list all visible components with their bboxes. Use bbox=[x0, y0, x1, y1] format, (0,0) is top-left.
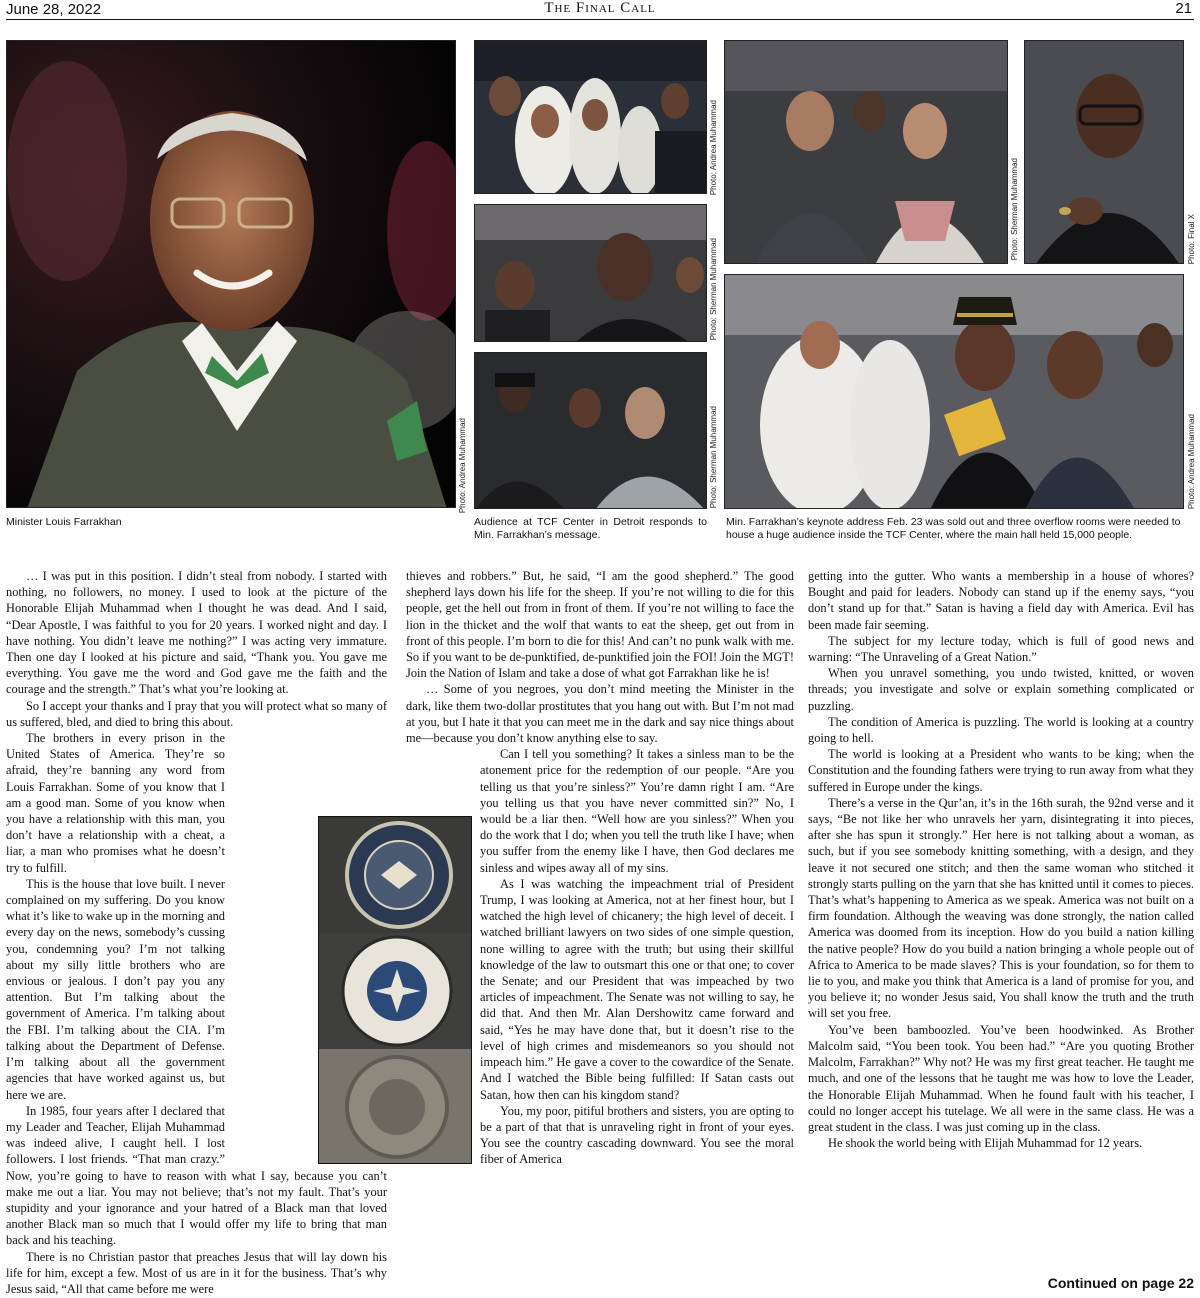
seals-wrap-spacer-2 bbox=[406, 816, 480, 1164]
audience-photo-3-credit: Photo: Sherman Muhammad bbox=[709, 406, 718, 509]
article-paragraph: When you unravel something, you undo twisted, knitted, or woven threads; you investigate and solve or explain something complicated or puzzling. bbox=[808, 666, 1194, 713]
couple-photo bbox=[724, 40, 1008, 264]
page-number: 21 bbox=[1175, 0, 1192, 17]
crowd-photo bbox=[724, 274, 1184, 509]
crowd-crown-image bbox=[725, 275, 1184, 509]
article-paragraph: As I was watching the impeachment trial of President Trump, I was looking at America, not at her finest hour, but I watched the high level of chicanery; the high level of deceit. I watched brilliant lawyers on two sides of one simple question, none willing to agree with the truth; but using their skillful knowledge of the law to outsmart this one or that one; to cover the Senate; and our President that was impeached by two articles of impeachment. The Senate was not willing to say, he did that. And then Mr. Alan Dershowitz came forward and said, “Yes he may have done that, but it doesn’t rise to the level of high crimes and misdemeanors so you should not impeach him.” He gave a cover to the cowardice of the Senate. And I watched the Bible being fulfilled: If Satan casts out Satan, how then can his kingdom stand? bbox=[480, 876, 794, 1102]
seals-wrap-spacer bbox=[225, 816, 387, 1164]
masthead bbox=[6, 0, 1194, 20]
article-paragraph: There’s a verse in the Qur’an, it’s in the 16th surah, the 92nd verse and it says, “Be not like her who unravels her yarn, disintegrating it into pieces, after she has spun it strongly.” Her here is not talking about a woman, as such, but if you see somebody knitting something, with a design, and they leave it not secured one stitch; and then the same woman who stitched it strongly starts pulling on the yarn that she has knitted until it comes to pieces. That’s what’s happening to America as we speak. America was not built on a firm foundation. Although the weaving was done strongly, the nation called America was doomed from its inception. How do you build a nation killing the native people? How do you build a nation bringing a whole people out of Africa to America to be made slaves? This is your foundation, so for them to lie to you, and make you think that America is a land of promise for you, and you believe it; no wonder Jesus said, You shall know the truth and the truth will set you free. bbox=[808, 795, 1194, 1021]
keynote-caption: Min. Farrakhan’s keynote address Feb. 23 was sold out and three overflow rooms were needed to house a huge audience inside the TCF Center, where the main hall held 15,000 people. bbox=[726, 516, 1181, 541]
main-photo-caption: Minister Louis Farrakhan bbox=[6, 516, 122, 528]
article-column-2 bbox=[406, 568, 794, 1168]
article-paragraph: You’ve been bamboozled. You’ve been hoodwinked. As Brother Malcolm said, “You been took. You been had.” “Are you quoting Brother Malcolm, Farrakhan?” Why not? He was my first great teacher. He taught me much, and one of the lessons that he taught me was how to love the Leader, the Honorable Elijah Muhammad. When he found fault with his teacher, I could no longer accept his tutelage. We all were in the same class. He was a great student in the class. I was just coming up in the class. bbox=[808, 1022, 1194, 1134]
article-paragraph: thieves and robbers.” But, he said, “I am the good shepherd.” The good shepherd lays down his life for the sheep. If you’re not willing to die for this people, get the hell out from in front of them. If you’re not willing to face the lion in the thicket and the wolf that wants to eat the sheep, get out from in front of this people. I’m born to die for this! And can’t no punk walk with me. So if you want to be de-punktified, de-punktified join the FOI! Join the MGT! Join the Nation of Islam and take a dose of what got Farrakhan like he is! bbox=[406, 569, 794, 681]
article-paragraph: Can I tell you something? It takes a sinless man to be the atonement price for the redemption of our people. “Are you telling us that you’re sinless?” You’re damn right I am. “Are you telling us that you have never committed sin?” No, I would be a liar then. “Well how are you sinless?” When you do the work that I do; when you tell the truth like I have; when you suffer from the enemy like I have, then God declares me sinless and wipes away all of my sins. bbox=[480, 747, 794, 875]
audience-photo-1-credit: Photo: Andrea Muhammad bbox=[709, 100, 718, 196]
audience-man-image bbox=[475, 205, 707, 342]
article-paragraph: This is the house that love built. I never complained on my suffering. Do you know what it’s like to wake up in the morning and every day on the news, somebody’s cussing you, condemning you? I’m not talking about my silly little brothers who are envious or jealous. I don’t pay you any attention. But I’m talking about the government of America. I’m talking about the FBI. I’m talking about the CIA. I’m talking about the Department of Defense. I’m talking about all the government agencies that have worked against us, but here we are. bbox=[6, 876, 225, 1102]
couple-photo-credit: Photo: Sherman Muhammad bbox=[1010, 158, 1019, 261]
clapping-man-photo bbox=[1024, 40, 1184, 264]
audience-photo-2-credit: Photo: Sherman Muhammad bbox=[709, 238, 718, 341]
clapping-man-photo-credit: Photo: Final X bbox=[1187, 214, 1196, 265]
audience-photo-2 bbox=[474, 204, 707, 342]
crowd-photo-credit: Photo: Andrea Muhammad bbox=[1187, 414, 1196, 510]
audience-men-image bbox=[475, 353, 707, 509]
newspaper-title: The Final Call bbox=[544, 0, 656, 16]
article-paragraph: The world is looking at a President who wants to be king; when the Constitution and the founding fathers were trying to run away from what they suffered in Europe under the kings. bbox=[808, 747, 1194, 794]
clapping-man-image bbox=[1025, 41, 1184, 264]
article-paragraph: In 1985, four years after I declared that my Leader and Teacher, Elijah Muhammad was indeed alive, I caught hell. I lost followers. I lost friends. “That man crazy.” Now, you’re going to have to reason with what I say, because you can’t make me out a liar. You may not believe; that’s not my fault. That’s your stupidity and your ignorance and your hatred of a Black man that loved another Black man so much that I would offer my life to bring that man back and his teaching. bbox=[6, 1103, 387, 1248]
article-paragraph: … I was put in this position. I didn’t steal from nobody. I started with nothing, no followers, no money. I used to look at the picture of the Honorable Elijah Muhammad when I thought he was dead. And I said, “Dear Apostle, I was faithful to you for 20 years. I worked night and day. I have nothing. You didn’t leave me nothing?” I was acting very immature. Then one day I looked at his picture and said, “Thank you. You gave me everything. You gave me the word and God gave me the faith and the courage and the strength.” That’s what you’re looking at. bbox=[6, 569, 387, 697]
article-column-3 bbox=[808, 568, 1194, 1151]
article-paragraph: The brothers in every prison in the United States of America. They’re so afraid, they’re banning any word from Louis Farrakhan. Some of you know that I am a good man. Some of you know when you have a relationship with this man, you don’t have a relationship with a cheat, a liar, a man who promises what he doesn’t try to fulfill. bbox=[6, 731, 225, 875]
issue-date: June 28, 2022 bbox=[6, 1, 102, 18]
main-photo-credit: Photo: Andrea Muhammad bbox=[458, 418, 467, 514]
farrakhan-portrait-image bbox=[7, 41, 456, 508]
article-paragraph: You, my poor, pitiful brothers and sisters, you are opting to be a part of that that is unraveling right in front of your eyes. You see the country cascading downward. You see the moral fiber of America bbox=[480, 1103, 794, 1167]
audience-sisters-image bbox=[475, 41, 707, 194]
couple-audience-image bbox=[725, 41, 1008, 264]
article-paragraph: He shook the world being with Elijah Muhammad for 12 years. bbox=[828, 1136, 1143, 1151]
article-paragraph: … Some of you negroes, you don’t mind meeting the Minister in the dark, like them two-dollar prostitutes that you hang out with. But I’m not mad at you, but I hate it that you can meet me in the dark and say nice things about me—because you don’t know anything else to say. bbox=[406, 682, 794, 746]
audience-photo-1 bbox=[474, 40, 707, 194]
article-paragraph: So I accept your thanks and I pray that you will protect what so many of us suffered, bled, and died to bring this about. bbox=[6, 698, 387, 729]
continued-on-link[interactable]: Continued on page 22 bbox=[1047, 1275, 1194, 1291]
article-paragraph: The condition of America is puzzling. The world is looking at a country going to hell. bbox=[808, 714, 1194, 746]
article-column-1 bbox=[6, 568, 387, 1297]
main-photo-farrakhan bbox=[6, 40, 456, 508]
article-paragraph: The subject for my lecture today, which is full of good news and warning: “The Unraveling of a Great Nation.” bbox=[808, 633, 1194, 665]
audience-caption: Audience at TCF Center in Detroit responds to Min. Farrakhan’s message. bbox=[474, 516, 707, 541]
article-paragraph: There is no Christian pastor that preaches Jesus that will lay down his life for him, except a few. Most of us are in it for the business. That’s why Jesus said, “All that came before me were bbox=[6, 1249, 387, 1296]
audience-photo-3 bbox=[474, 352, 707, 509]
article-paragraph: getting into the gutter. Who wants a membership in a house of whores? Bought and paid for leaders. Nobody can stand up if the enemy says, “you don’t stand up for that.” Satan is having a field day with America. Evil has been made fair seeming. bbox=[808, 569, 1194, 632]
